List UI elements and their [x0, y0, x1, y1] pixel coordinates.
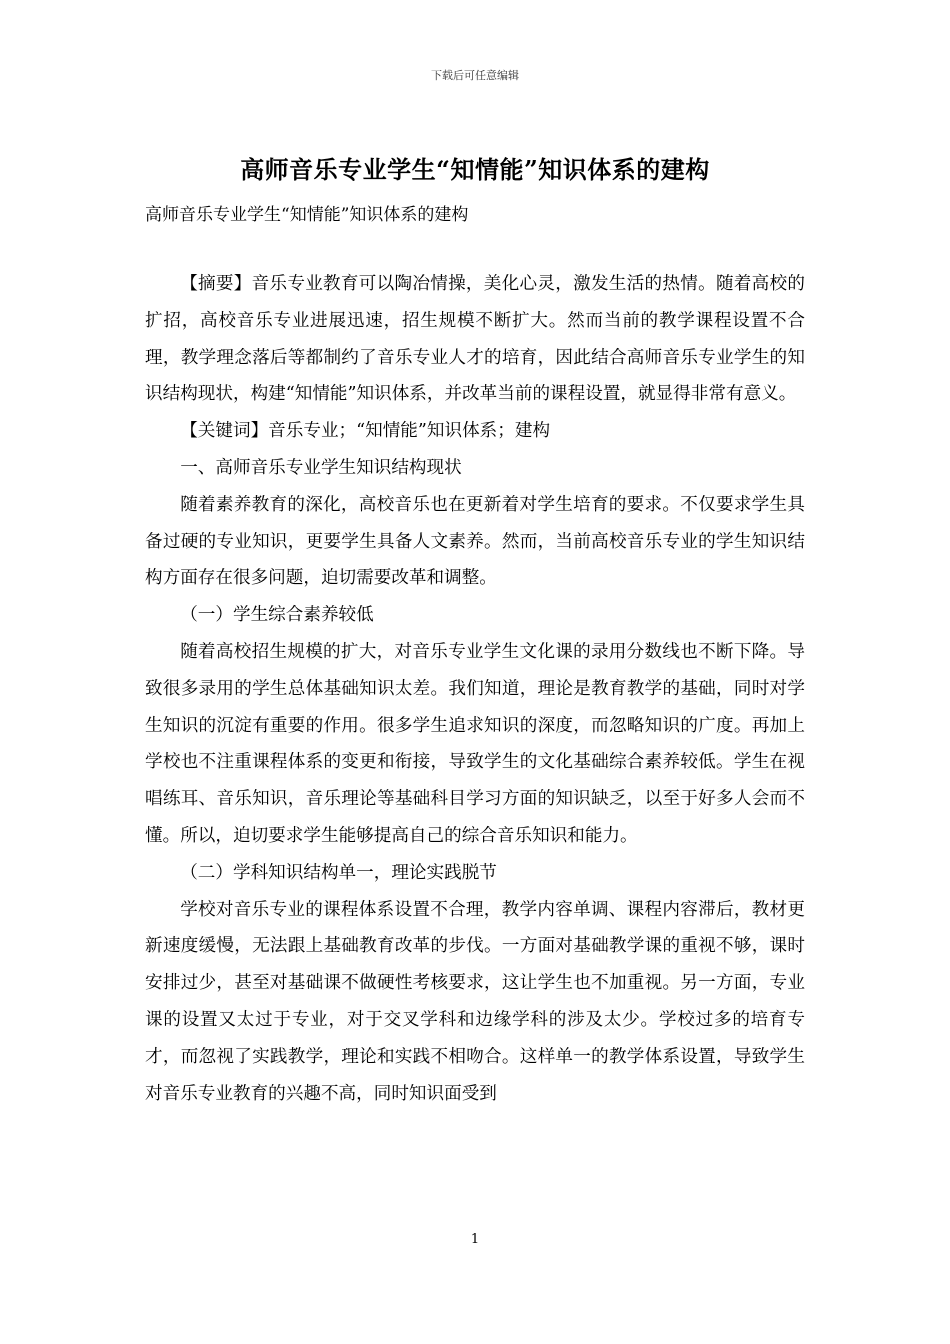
subsection-heading-2: （二）学科知识结构单一，理论实践脱节	[180, 862, 497, 883]
header-note: 下载后可任意编辑	[431, 69, 519, 82]
body-paragraph: 随着素养教育的深化，高校音乐也在更新着对学生培育的要求。不仅要求学生具备过硬的专业知识，更要学生具备人文素养。然而，当前高校音乐专业的学生知识结构方面存在很多问题，迫切需要改革和调整。	[145, 494, 805, 589]
document-title: 高师音乐专业学生“知情能”知识体系的建构	[240, 155, 710, 184]
document-subtitle: 高师音乐专业学生“知情能”知识体系的建构	[145, 205, 469, 225]
body-paragraph: 学校对音乐专业的课程体系设置不合理，教学内容单调、课程内容滞后，教材更新速度缓慢，无法跟上基础教育改革的步伐。一方面对基础教学课的重视不够，课时安排过少，甚至对基础课不做硬性考核要求，这让学生也不加重视。另一方面，专业课的设置又太过于专业，对于交叉学科和边缘学科的涉及太少。学校过多的培育专才，而忽视了实践教学，理论和实践不相吻合。这样单一的教学体系设置，导致学生对音乐专业教育的兴趣不高，同时知识面受到	[145, 899, 805, 1104]
subsection-heading-1: （一）学生综合素养较低	[180, 605, 374, 626]
body-paragraph: 随着高校招生规模的扩大，对音乐专业学生文化课的录用分数线也不断下降。导致很多录用的学生总体基础知识太差。我们知道，理论是教育教学的基础，同时对学生知识的沉淀有重要的作用。很多学生追求知识的深度，而忽略知识的广度。再加上学校也不注重课程体系的变更和衔接，导致学生的文化基础综合素养较低。学生在视唱练耳、音乐知识，音乐理论等基础科目学习方面的知识缺乏，以至于好多人会而不懂。所以，迫切要求学生能够提高自己的综合音乐知识和能力。	[145, 641, 805, 846]
keywords-paragraph: 【关键词】音乐专业；“知情能”知识体系；建构	[180, 421, 551, 442]
section-heading-1: 一、高师音乐专业学生知识结构现状	[180, 457, 462, 478]
document-body	[145, 266, 805, 1112]
page-number: 1	[470, 1232, 480, 1247]
abstract-paragraph: 【摘要】音乐专业教育可以陶冶情操，美化心灵，激发生活的热情。随着高校的扩招，高校音乐专业进展迅速，招生规模不断扩大。然而当前的教学课程设置不合理，教学理念落后等都制约了音乐专业人才的培育，因此结合高师音乐专业学生的知识结构现状，构建“知情能”知识体系，并改革当前的课程设置，就显得非常有意义。	[145, 274, 805, 405]
